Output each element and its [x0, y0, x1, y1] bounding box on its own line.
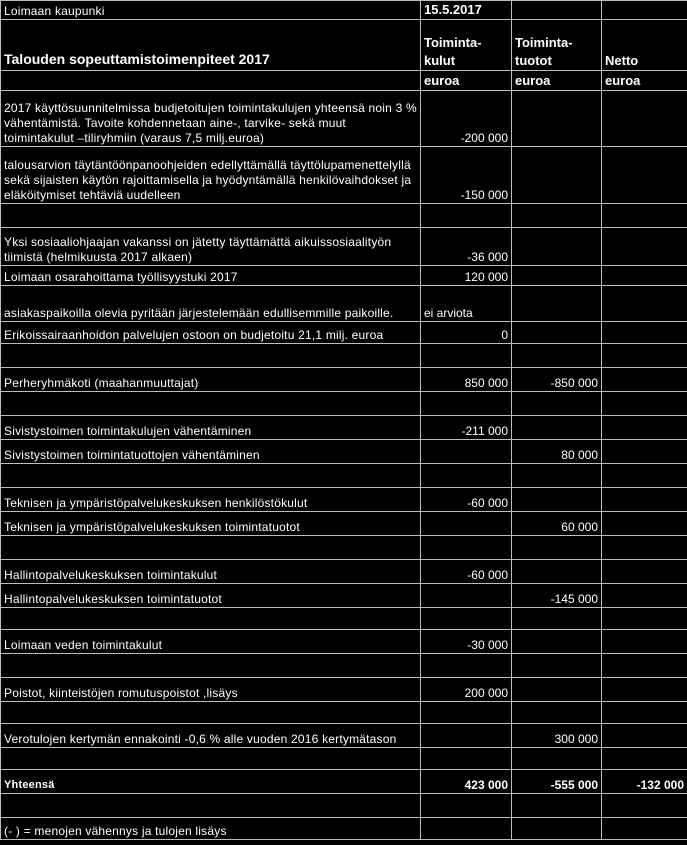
spacer-row [1, 392, 687, 416]
row-description [1, 536, 421, 560]
header-row-1 [1, 1, 687, 20]
row-tuotot: -850 000 [512, 368, 602, 392]
row-description: Loimaan veden toimintakulut [1, 630, 421, 654]
row-tuotot: 80 000 [512, 440, 602, 464]
table-row [1, 440, 687, 464]
row-netto [602, 368, 687, 392]
total-netto: -132 000 [602, 770, 687, 794]
footnote: (- ) = menojen vähennys ja tulojen lisäys [1, 818, 421, 840]
row-description: Teknisen ja ympäristöpalvelukeskuksen toimintatuotot [1, 512, 421, 536]
spacer-row [1, 204, 687, 228]
total-row [1, 770, 687, 794]
row-netto [602, 147, 687, 204]
row-kulut [421, 440, 512, 464]
row-tuotot [512, 266, 602, 286]
row-tuotot [512, 654, 602, 678]
row-kulut [421, 512, 512, 536]
row-tuotot [512, 204, 602, 228]
spacer-row [1, 536, 687, 560]
unit-tuotot: euroa [512, 71, 602, 91]
row-tuotot [512, 286, 602, 322]
row-netto [602, 464, 687, 488]
row-tuotot: 300 000 [512, 724, 602, 748]
row-kulut [421, 724, 512, 748]
row-netto [602, 702, 687, 724]
row-tuotot [512, 344, 602, 368]
row-kulut: -60 000 [421, 560, 512, 584]
row-tuotot [512, 416, 602, 440]
row-netto [602, 228, 687, 266]
row-netto [602, 654, 687, 678]
row-tuotot [512, 748, 602, 770]
row-netto [602, 512, 687, 536]
table-row [1, 416, 687, 440]
row-tuotot [512, 536, 602, 560]
row-tuotot [512, 228, 602, 266]
row-kulut: -150 000 [421, 147, 512, 204]
row-tuotot [512, 464, 602, 488]
row-description [1, 702, 421, 724]
table-row [1, 368, 687, 392]
row-netto [602, 724, 687, 748]
col-kulut-header: Toiminta- kulut [421, 20, 512, 71]
row-description [1, 464, 421, 488]
table-row [1, 91, 687, 147]
row-tuotot: -145 000 [512, 584, 602, 608]
row-description: talousarvion täytäntöönpanoohjeiden edellyttämällä täyttölupamenettelyllä sekä sijaisten käytön rajoittamisella ja hyödyntämällä henkilövaihdokset ja eläköitymiset tehtäviä uudelleen [1, 147, 421, 204]
footnote-row [1, 818, 687, 840]
page-title: Talouden sopeuttamistoimenpiteet 2017 [1, 20, 421, 71]
table-row [1, 560, 687, 584]
row-kulut [421, 464, 512, 488]
row-kulut [421, 608, 512, 630]
row-kulut [421, 204, 512, 228]
spacer-row [1, 654, 687, 678]
row-kulut: -60 000 [421, 488, 512, 512]
table-row [1, 266, 687, 286]
row-kulut: ei arviota [421, 286, 512, 322]
spacer-row [1, 464, 687, 488]
row-netto [602, 392, 687, 416]
date-cell: 15.5.2017 [421, 1, 512, 20]
table-row [1, 512, 687, 536]
row-kulut: 850 000 [421, 368, 512, 392]
col-tuotot-header: Toiminta- tuotot [512, 20, 602, 71]
row-tuotot [512, 630, 602, 654]
row-netto [602, 91, 687, 147]
row-tuotot [512, 392, 602, 416]
table-row [1, 488, 687, 512]
row-kulut: 0 [421, 322, 512, 344]
total-tuotot: -555 000 [512, 770, 602, 794]
row-tuotot [512, 488, 602, 512]
row-kulut [421, 584, 512, 608]
row-tuotot [512, 702, 602, 724]
row-description: Hallintopalvelukeskuksen toimintatuotot [1, 584, 421, 608]
row-netto [602, 488, 687, 512]
spacer-row [1, 702, 687, 724]
row-description: Poistot, kiinteistöjen romutuspoistot ,lisäys [1, 678, 421, 702]
row-kulut: 200 000 [421, 678, 512, 702]
spacer-row [1, 608, 687, 630]
row-netto [602, 344, 687, 368]
row-netto [602, 416, 687, 440]
row-tuotot [512, 147, 602, 204]
spacer-row [1, 748, 687, 770]
row-kulut: -200 000 [421, 91, 512, 147]
row-kulut: -36 000 [421, 228, 512, 266]
row-kulut: 120 000 [421, 266, 512, 286]
spacer-row [1, 344, 687, 368]
total-kulut: 423 000 [421, 770, 512, 794]
row-netto [602, 322, 687, 344]
row-netto [602, 748, 687, 770]
row-description [1, 392, 421, 416]
table-row [1, 678, 687, 702]
row-description: Yksi sosiaaliohjaajan vakanssi on jätetty täyttämättä aikuissosiaalityön tiimistä (helmikuusta 2017 alkaen) [1, 228, 421, 266]
unit-kulut: euroa [421, 71, 512, 91]
row-description: Teknisen ja ympäristöpalvelukeskuksen henkilöstökulut [1, 488, 421, 512]
row-description: Verotulojen kertymän ennakointi -0,6 % alle vuoden 2016 kertymätason [1, 724, 421, 748]
row-description [1, 654, 421, 678]
row-kulut [421, 654, 512, 678]
row-description: Sivistystoimen toimintakulujen vähentäminen [1, 416, 421, 440]
row-description [1, 608, 421, 630]
row-netto [602, 608, 687, 630]
row-netto [602, 584, 687, 608]
row-netto [602, 204, 687, 228]
row-netto [602, 536, 687, 560]
table-row [1, 228, 687, 266]
table-row [1, 724, 687, 748]
row-netto [602, 630, 687, 654]
unit-netto: euroa [602, 71, 687, 91]
row-description [1, 748, 421, 770]
row-description: Perheryhmäkoti (maahanmuuttajat) [1, 368, 421, 392]
row-description [1, 204, 421, 228]
row-description: Sivistystoimen toimintatuottojen vähentäminen [1, 440, 421, 464]
row-kulut [421, 702, 512, 724]
header-row-2 [1, 20, 687, 71]
table-row [1, 630, 687, 654]
row-tuotot [512, 91, 602, 147]
row-description: 2017 käyttösuunnitelmissa budjetoitujen toimintakulujen yhteensä noin 3 % vähentämistä. Tavoite kohdennetaan aine-, tarvike- sekä muut toimintakulut –tiliryhmiin (varaus 7,5 milj.euroa) [1, 91, 421, 147]
spacer-row [1, 794, 687, 818]
city-name: Loimaan kaupunki [1, 1, 421, 20]
row-tuotot [512, 560, 602, 584]
row-tuotot [512, 678, 602, 702]
table-row [1, 584, 687, 608]
table-row [1, 147, 687, 204]
row-kulut [421, 748, 512, 770]
col-netto-header: Netto [602, 20, 687, 71]
row-description: Loimaan osarahoittama työllisyystuki 2017 [1, 266, 421, 286]
row-netto [602, 286, 687, 322]
row-tuotot [512, 322, 602, 344]
row-tuotot: 60 000 [512, 512, 602, 536]
row-netto [602, 266, 687, 286]
row-description: Hallintopalvelukeskuksen toimintakulut [1, 560, 421, 584]
total-label: Yhteensä [1, 770, 421, 794]
row-description: asiakaspaikoilla olevia pyritään järjestelemään edullisemmille paikoille. [1, 286, 421, 322]
row-tuotot [512, 608, 602, 630]
row-kulut [421, 344, 512, 368]
row-description [1, 344, 421, 368]
row-kulut [421, 536, 512, 560]
row-description: Erikoissairaanhoidon palvelujen ostoon on budjetoitu 21,1 milj. euroa [1, 322, 421, 344]
table-row [1, 322, 687, 344]
row-netto [602, 440, 687, 464]
row-netto [602, 560, 687, 584]
table-row [1, 286, 687, 322]
row-netto [602, 678, 687, 702]
unit-row [1, 71, 687, 91]
row-kulut: -211 000 [421, 416, 512, 440]
row-kulut: -30 000 [421, 630, 512, 654]
row-kulut [421, 392, 512, 416]
